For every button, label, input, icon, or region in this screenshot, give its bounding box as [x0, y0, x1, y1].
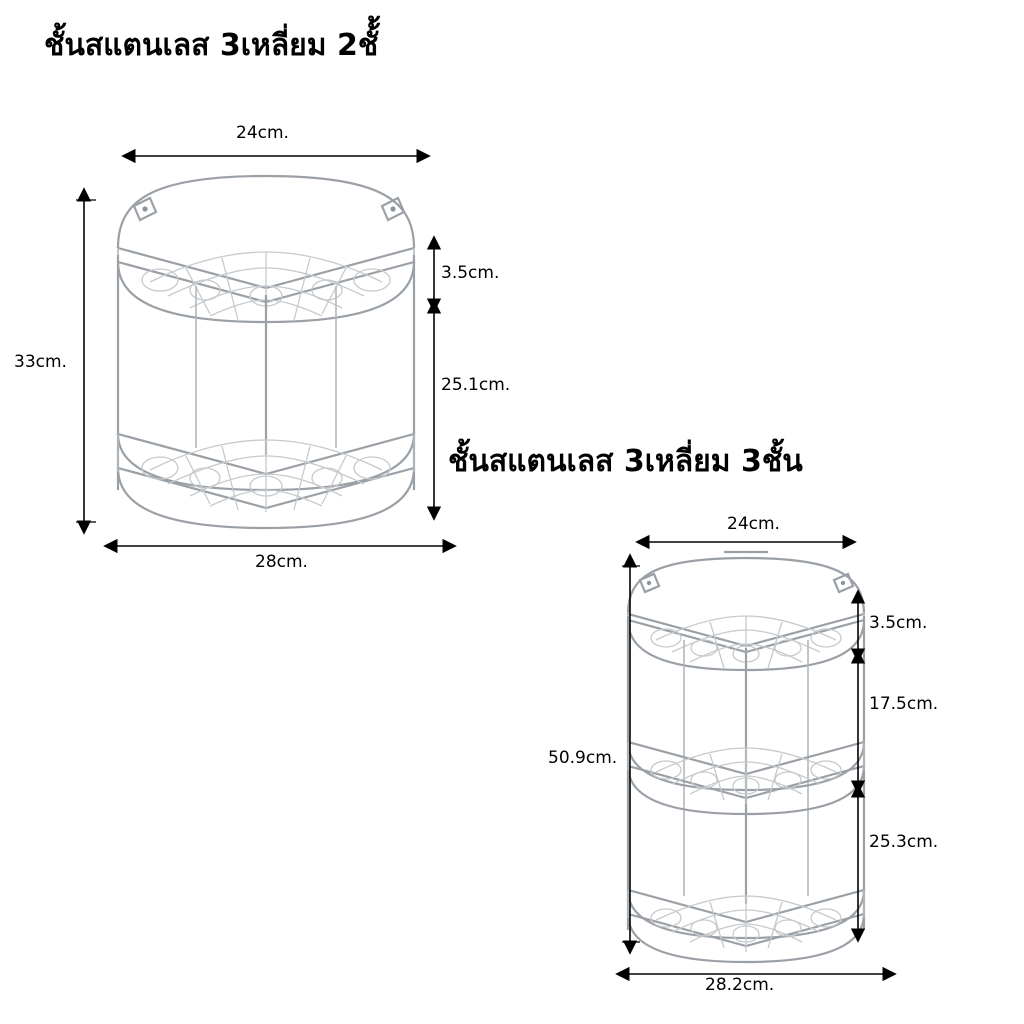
two-tier-bottom-width-label: 28cm. — [255, 552, 308, 572]
two-tier-product-title: ชั้นสแตนเลส 3เหลี่ยม 2ชั้้ — [44, 28, 379, 63]
three-tier-upper-gap-label: 3.5cm. — [869, 613, 928, 633]
two-tier-shelf-drawing — [76, 156, 444, 546]
three-tier-bottom-width-label: 28.2cm. — [705, 975, 775, 995]
three-tier-shelf-drawing — [622, 542, 884, 974]
two-tier-lower-gap-label: 25.1cm. — [441, 375, 511, 395]
two-tier-upper-gap-label: 3.5cm. — [441, 263, 500, 283]
three-tier-product-title: ชั้นสแตนเลส 3เหลี่ยม 3ชั้น — [448, 444, 803, 479]
three-tier-middle-gap-label: 17.5cm. — [869, 694, 939, 714]
three-tier-lower-gap-label: 25.3cm. — [869, 832, 939, 852]
three-tier-top-width-label: 24cm. — [727, 514, 780, 534]
three-tier-total-height-label: 50.9cm. — [548, 748, 618, 768]
two-tier-top-width-label: 24cm. — [236, 123, 289, 143]
two-tier-total-height-label: 33cm. — [14, 352, 67, 372]
